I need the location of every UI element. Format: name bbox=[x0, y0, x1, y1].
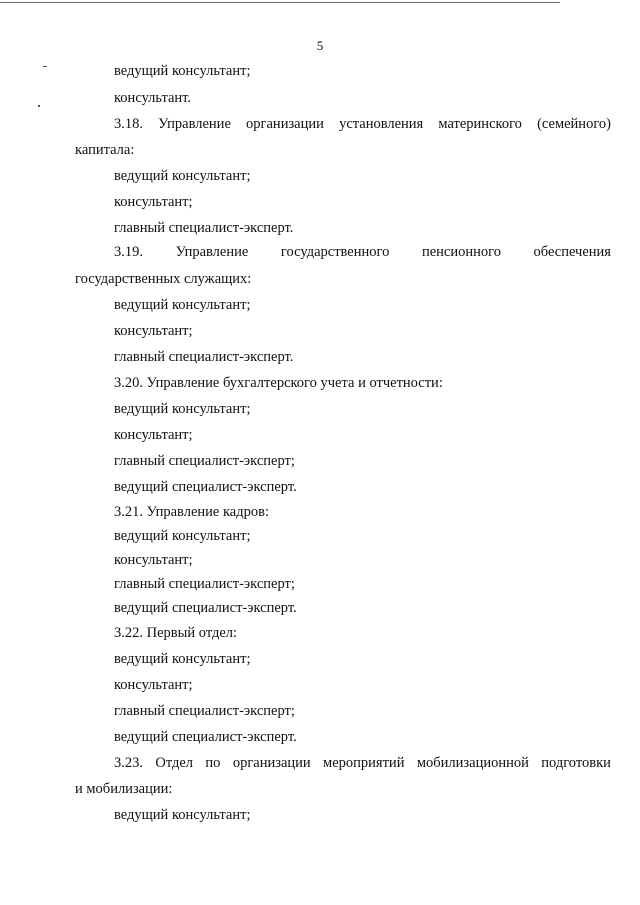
heading-word: организации bbox=[246, 116, 324, 132]
heading-word: по bbox=[205, 755, 221, 771]
list-item: консультант; bbox=[114, 194, 193, 210]
list-item: ведущий консультант; bbox=[114, 168, 251, 184]
section-heading-3-21: 3.21. Управление кадров: bbox=[114, 504, 269, 520]
scan-speck bbox=[43, 66, 47, 67]
heading-word: мобилизационной bbox=[416, 755, 529, 771]
heading-word: обеспечения bbox=[533, 244, 611, 260]
list-item: главный специалист-эксперт; bbox=[114, 703, 295, 719]
section-heading-3-22: 3.22. Первый отдел: bbox=[114, 625, 238, 641]
list-item: главный специалист-эксперт. bbox=[114, 349, 294, 365]
list-item: консультант; bbox=[114, 323, 193, 339]
list-item: ведущий консультант; bbox=[114, 297, 251, 313]
list-item: ведущий специалист-эксперт. bbox=[114, 729, 297, 745]
heading-word: (семейного) bbox=[537, 116, 611, 132]
section-heading-continuation: и мобилизации: bbox=[75, 781, 173, 797]
heading-word: материнского bbox=[438, 116, 522, 132]
heading-word: установления bbox=[339, 116, 424, 132]
list-item: ведущий консультант; bbox=[114, 528, 251, 544]
section-heading-3-19 bbox=[114, 243, 611, 261]
list-item: консультант; bbox=[114, 427, 193, 443]
heading-word: подготовки bbox=[541, 755, 611, 771]
list-item: главный специалист-эксперт; bbox=[114, 453, 295, 469]
top-border-line bbox=[0, 2, 560, 3]
heading-word: 3.18. bbox=[114, 116, 143, 132]
section-heading-3-23 bbox=[114, 754, 611, 772]
heading-word: 3.19. bbox=[114, 244, 143, 260]
list-item: ведущий специалист-эксперт. bbox=[114, 600, 297, 616]
section-heading-continuation: государственных служащих: bbox=[75, 271, 252, 287]
heading-word: Отдел bbox=[155, 755, 194, 771]
section-heading-continuation: капитала: bbox=[75, 142, 135, 158]
section-heading-3-18 bbox=[114, 115, 611, 133]
heading-word: мероприятий bbox=[323, 755, 405, 771]
list-item: консультант; bbox=[114, 677, 193, 693]
scan-speck bbox=[38, 105, 40, 107]
list-item: ведущий консультант; bbox=[114, 401, 251, 417]
heading-word: государственного bbox=[280, 244, 390, 260]
section-heading-3-20: 3.20. Управление бухгалтерского учета и отчетности: bbox=[114, 375, 443, 391]
list-item: консультант. bbox=[114, 90, 192, 106]
heading-word: 3.23. bbox=[114, 755, 143, 771]
heading-word: пенсионного bbox=[421, 244, 501, 260]
heading-word: Управление bbox=[175, 244, 249, 260]
list-item: главный специалист-эксперт; bbox=[114, 576, 295, 592]
heading-word: организации bbox=[232, 755, 311, 771]
list-item: консультант; bbox=[114, 552, 193, 568]
list-item: главный специалист-эксперт. bbox=[114, 220, 294, 236]
list-item: ведущий консультант; bbox=[114, 63, 251, 79]
page-number: 5 bbox=[316, 38, 324, 53]
list-item: ведущий специалист-эксперт. bbox=[114, 479, 297, 495]
heading-word: Управление bbox=[158, 116, 231, 132]
list-item: ведущий консультант; bbox=[114, 807, 251, 823]
list-item: ведущий консультант; bbox=[114, 651, 251, 667]
